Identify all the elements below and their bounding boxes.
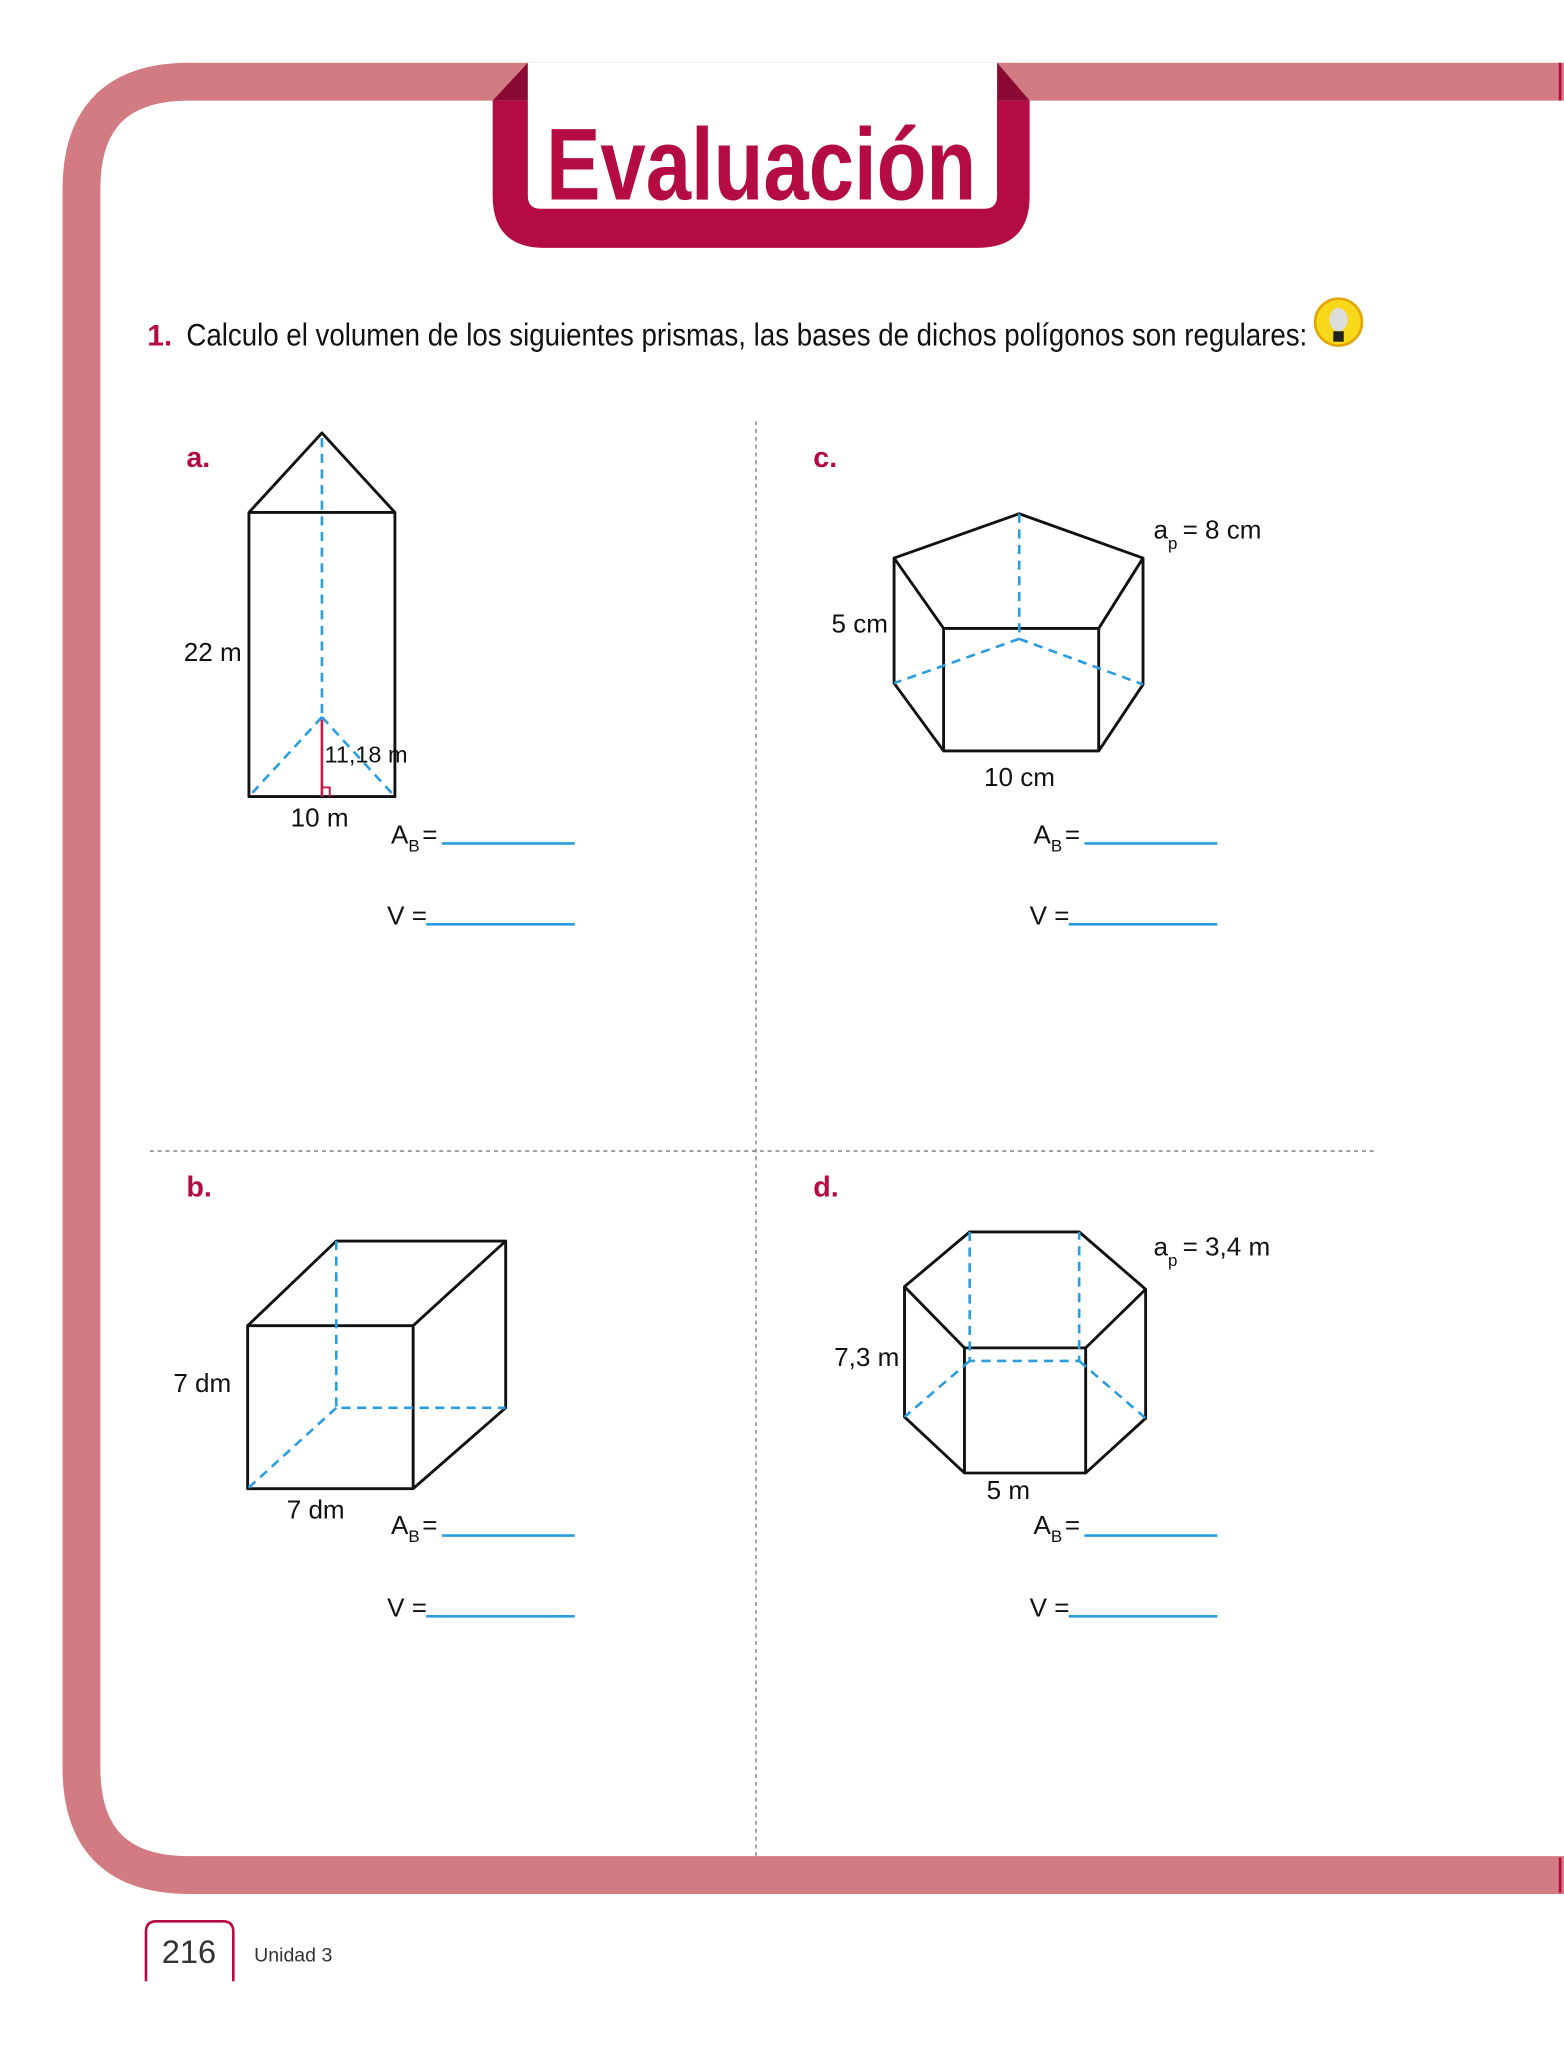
area-base-label: $A_B$ = xyxy=(391,1510,438,1547)
exercise-letter: a. xyxy=(186,441,211,474)
exercise-letter: c. xyxy=(813,441,838,474)
volume-label: V = xyxy=(1029,1592,1070,1623)
height-label: 7 dm xyxy=(173,1368,232,1399)
lightbulb-icon xyxy=(1315,299,1362,346)
side-label: 5 m xyxy=(986,1475,1031,1506)
exercise-letter: b. xyxy=(186,1171,212,1204)
volume-label: V = xyxy=(387,1592,427,1623)
volume-label: V = xyxy=(387,900,427,931)
question-number: 1. xyxy=(147,319,173,353)
title-tab xyxy=(493,63,1030,248)
unit-label: Unidad 3 xyxy=(254,1944,333,1967)
cube-figure xyxy=(248,1241,506,1489)
side-label: 10 cm xyxy=(984,762,1055,793)
apothem-label: 11,18 m xyxy=(324,741,408,768)
page-number: 216 xyxy=(161,1934,217,1971)
apothem-label: $a_p = 8$ cm xyxy=(1153,514,1262,553)
height-label: 5 cm xyxy=(831,608,888,639)
page-title: Evaluación xyxy=(546,107,977,222)
side-label: 10 m xyxy=(290,802,349,833)
exercise-letter: d. xyxy=(813,1171,839,1204)
height-label: 22 m xyxy=(183,637,242,668)
exercise-c xyxy=(813,442,1261,930)
pentagonal-prism-figure xyxy=(894,514,1143,751)
side-label: 7 dm xyxy=(286,1494,345,1525)
height-label: 7,3 m xyxy=(834,1342,900,1373)
exercise-b xyxy=(173,1172,574,1623)
apothem-label: $a_p = 3,4$ m xyxy=(1153,1231,1271,1270)
volume-label: V = xyxy=(1029,900,1070,931)
exercise-a xyxy=(184,433,575,930)
hexagonal-prism-figure xyxy=(905,1232,1146,1473)
question-text: Calculo el volumen de los siguientes prismas, las bases de dichos polígonos son regulares: xyxy=(186,317,1308,353)
exercise-d xyxy=(813,1172,1270,1623)
area-base-label: $A_B$ = xyxy=(1033,819,1081,856)
area-base-label: $A_B$ = xyxy=(391,819,438,856)
area-base-label: $A_B$ = xyxy=(1033,1510,1081,1547)
